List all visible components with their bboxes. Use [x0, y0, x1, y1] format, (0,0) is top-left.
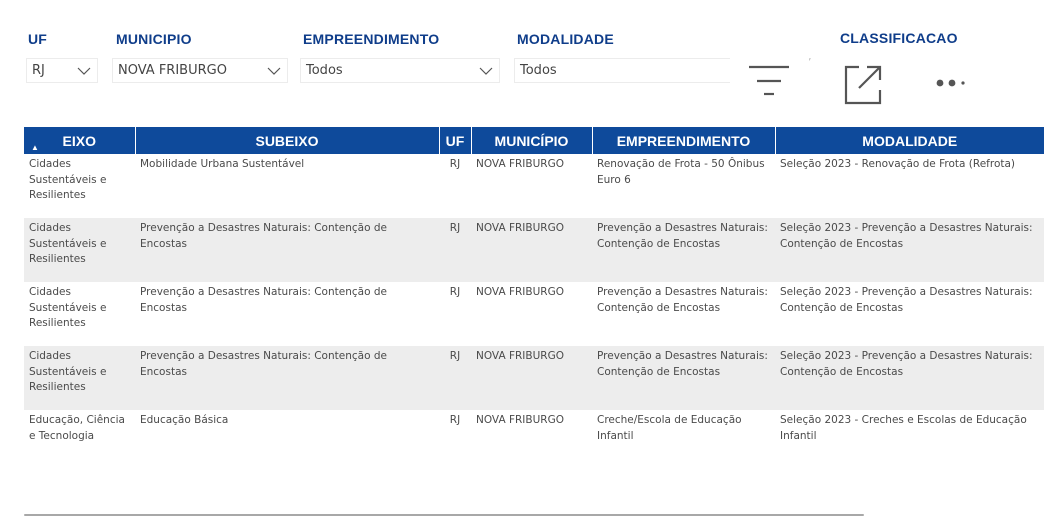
column-header-uf[interactable] [439, 127, 471, 154]
cell-subeixo: Educação Básica [140, 414, 229, 426]
cell-municipio: NOVA FRIBURGO [476, 158, 564, 170]
filter-label-empreendimento: EMPREENDIMENTO [303, 31, 440, 47]
uf-dropdown[interactable] [26, 58, 98, 83]
table-row[interactable] [24, 218, 1044, 282]
chevron-down-icon [473, 67, 499, 75]
cell-eixo: Cidades Sustentáveis e Resilientes [29, 286, 107, 329]
column-header-modalidade[interactable] [775, 127, 1044, 154]
cell-empreendimento: Prevenção a Desastres Naturais: Contenção de Encostas [592, 218, 775, 282]
cell-municipio: NOVA FRIBURGO [471, 218, 592, 282]
results-table[interactable] [24, 127, 1033, 499]
municipio-dropdown-value: NOVA FRIBURGO [118, 63, 227, 78]
empreendimento-dropdown-value: Todos [306, 63, 343, 78]
cell-uf: RJ [439, 218, 471, 282]
cell-eixo: Cidades Sustentáveis e Resilientes [29, 158, 107, 201]
column-header-municipio[interactable] [471, 127, 592, 154]
cell-eixo: Cidades Sustentáveis e Resilientes [24, 346, 135, 410]
cell-municipio: NOVA FRIBURGO [476, 414, 564, 426]
column-header-label: SUBEIXO [255, 132, 319, 149]
uf-dropdown-value: RJ [32, 63, 45, 78]
cell-municipio: NOVA FRIBURGO [476, 286, 564, 298]
cell-uf: RJ [449, 158, 461, 170]
column-header-label: MUNICÍPIO [494, 132, 569, 149]
horizontal-scrollbar[interactable] [24, 514, 864, 516]
cell-uf: RJ [439, 346, 471, 410]
cell-empreendimento: Creche/Escola de Educação Infantil [597, 414, 742, 442]
table-row[interactable] [24, 346, 1044, 410]
table-row[interactable] [24, 282, 1044, 346]
filter-icon[interactable] [747, 60, 791, 100]
chevron-down-icon [71, 67, 97, 75]
modalidade-dropdown-value: Todos [520, 63, 557, 78]
column-header-label: UF [445, 132, 465, 149]
table-header-row [24, 127, 1044, 154]
column-header-eixo[interactable] [24, 127, 135, 154]
cell-uf: RJ [449, 414, 461, 426]
cell-uf: RJ [449, 286, 461, 298]
chevron-down-icon [261, 67, 287, 75]
empreendimento-dropdown[interactable] [300, 58, 500, 83]
table-row[interactable] [24, 154, 1044, 218]
filter-label-uf: UF [28, 31, 48, 47]
cell-subeixo: Prevenção a Desastres Naturais: Contenção de Encostas [135, 218, 439, 282]
cell-empreendimento: Prevenção a Desastres Naturais: Contenção de Encostas [597, 286, 768, 314]
more-options-icon[interactable] [936, 74, 976, 93]
filter-label-modalidade: MODALIDADE [517, 31, 614, 47]
modalidade-dropdown[interactable] [514, 58, 730, 83]
cell-modalidade: Seleção 2023 - Prevenção a Desastres Naturais: Contenção de Encostas [775, 218, 1044, 282]
column-header-label: EMPREENDIMENTO [616, 132, 751, 149]
cell-eixo: Cidades Sustentáveis e Resilientes [24, 218, 135, 282]
cell-modalidade: Seleção 2023 - Renovação de Frota (Refrota) [780, 158, 1016, 170]
cell-modalidade: Seleção 2023 - Creches e Escolas de Educação Infantil [780, 414, 1027, 442]
cell-modalidade: Seleção 2023 - Prevenção a Desastres Naturais: Contenção de Encostas [780, 286, 1033, 314]
filter-label-municipio: MUNICIPIO [116, 31, 192, 47]
table-row[interactable] [24, 410, 1044, 474]
cell-empreendimento: Prevenção a Desastres Naturais: Contenção de Encostas [592, 346, 775, 410]
cell-eixo: Educação, Ciência e Tecnologia [29, 414, 125, 442]
cell-subeixo: Mobilidade Urbana Sustentável [140, 158, 305, 170]
cell-modalidade: Seleção 2023 - Prevenção a Desastres Naturais: Contenção de Encostas [775, 346, 1044, 410]
column-header-empreendimento[interactable] [592, 127, 775, 154]
cell-subeixo: Prevenção a Desastres Naturais: Contenção de Encostas [140, 286, 387, 314]
cell-municipio: NOVA FRIBURGO [471, 346, 592, 410]
column-header-subeixo[interactable] [135, 127, 439, 154]
column-header-label: MODALIDADE [862, 132, 958, 149]
expand-icon[interactable] [842, 64, 884, 110]
cell-empreendimento: Renovação de Frota - 50 Ônibus Euro 6 [597, 158, 765, 186]
column-header-label: EIXO [62, 132, 96, 149]
tooltip-caret: ’ [808, 56, 812, 69]
sort-ascending-icon[interactable]: ▲ [31, 143, 39, 152]
municipio-dropdown[interactable] [112, 58, 288, 83]
filter-label-classificacao: CLASSIFICACAO [840, 30, 958, 46]
cell-subeixo: Prevenção a Desastres Naturais: Contenção de Encostas [135, 346, 439, 410]
